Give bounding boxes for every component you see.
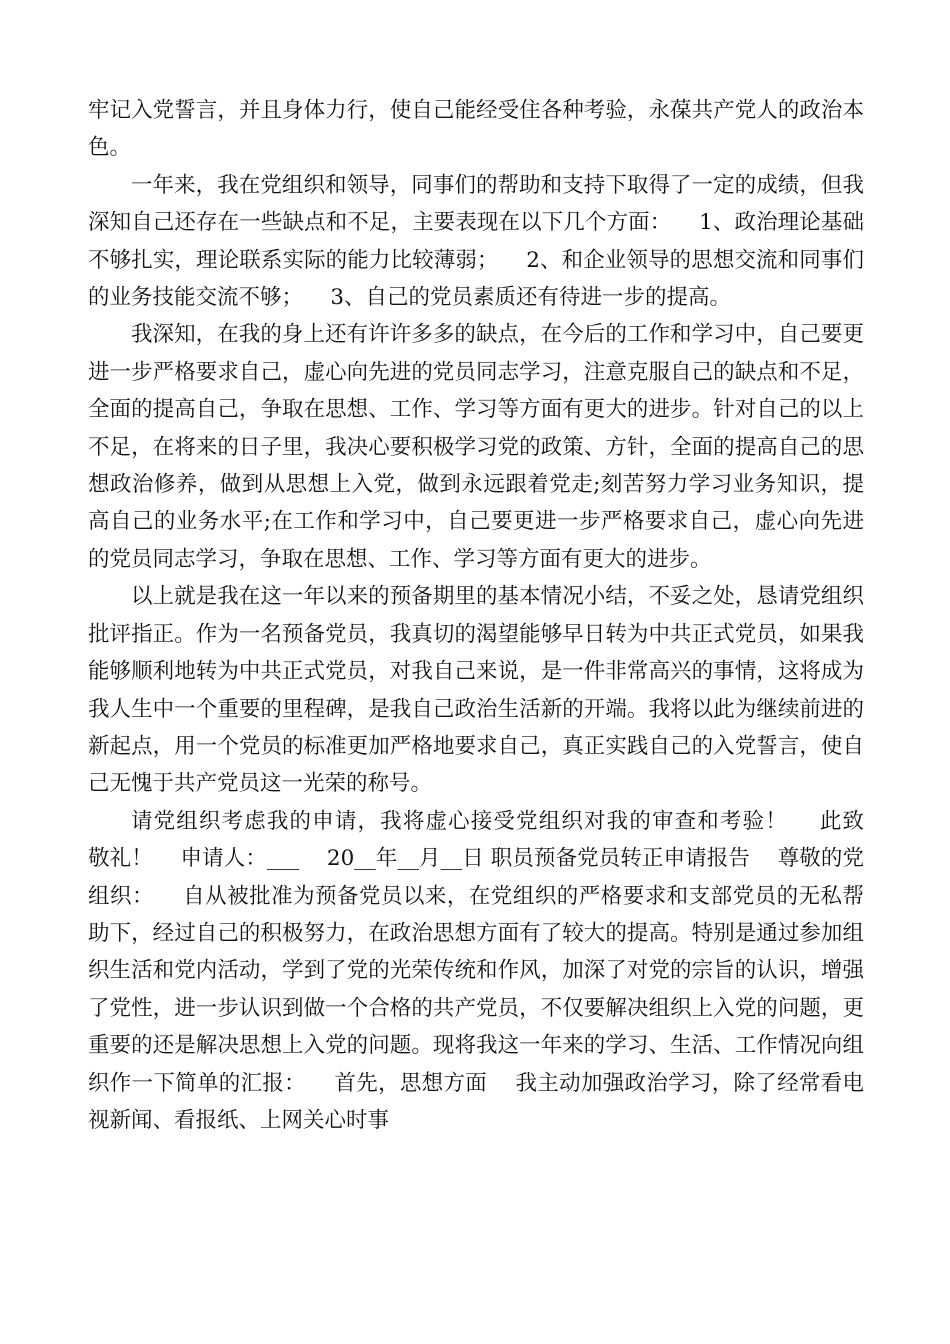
paragraph-2: 一年来，我在党组织和领导，同事们的帮助和支持下取得了一定的成绩，但我深知自己还存在一些缺点和不足，主要表现在以下几个方面： 1、政治理论基础不够扎实，理论联系实际的能力比较薄弱； 2、和企业领导的思想交流和同事们的业务技能交流不够； 3、自己的党员素质还有待进一步的提高。: [88, 172, 864, 311]
paragraph-1: 牢记入党誓言，并且身体力行，使自己能经受住各种考验，永葆共产党人的政治本色。: [88, 98, 864, 161]
paragraph-4: 以上就是我在这一年以来的预备期里的基本情况小结，不妥之处，恳请党组织批评指正。作为一名预备党员，我真切的渴望能够早日转为中共正式党员，如果我能够顺利地转为中共正式党员，对我自己来说，是一件非常高兴的事情，这将成为我人生中一个重要的里程碑，是我自己政治生活新的开端。我将以此为继续前进的新起点，用一个党员的标准更加严格地要求自己，真正实践自己的入党誓言，使自己无愧于共产党员这一光荣的称号。: [88, 584, 864, 797]
paragraph-5: 请党组织考虑我的申请，我将虚心接受党组织对我的审查和考验！ 此致 敬礼！ 申请人：___ 20__年__月__日 职员预备党员转正申请报告 尊敬的党组织： 自从被批准为预备党员以来，在党组织的严格要求和支部党员的无私帮助下，经过自己的积极努力，在政治思想方面有了较大的提高。特别是通过参加组织生活和党内活动，学到了党的光荣传统和作风，加深了对党的宗旨的认识，增强了党性，进一步认识到做一个合格的共产党员，不仅要解决组织上入党的问题，更重要的还是解决思想上入党的问题。现将我这一年来的学习、生活、工作情况向组织作一下简单的汇报： 首先，思想方面 我主动加强政治学习，除了经常看电视新闻、看报纸、上网关心时事: [88, 808, 892, 1133]
paragraph-3: 我深知，在我的身上还有许许多多的缺点，在今后的工作和学习中，自己要更进一步严格要求自己，虚心向先进的党员同志学习，注意克服自己的缺点和不足，全面的提高自己，争取在思想、工作、学习等方面有更大的进步。针对自己的以上不足，在将来的日子里，我决心要积极学习党的政策、方针，全面的提高自己的思想政治修养，做到从思想上入党，做到永远跟着党走;刻苦努力学习业务知识，提高自己的业务水平;在工作和学习中，自己要更进一步严格要求自己，虚心向先进的党员同志学习，争取在思想、工作、学习等方面有更大的进步。: [88, 322, 864, 572]
document-page: [88, 92, 892, 1139]
